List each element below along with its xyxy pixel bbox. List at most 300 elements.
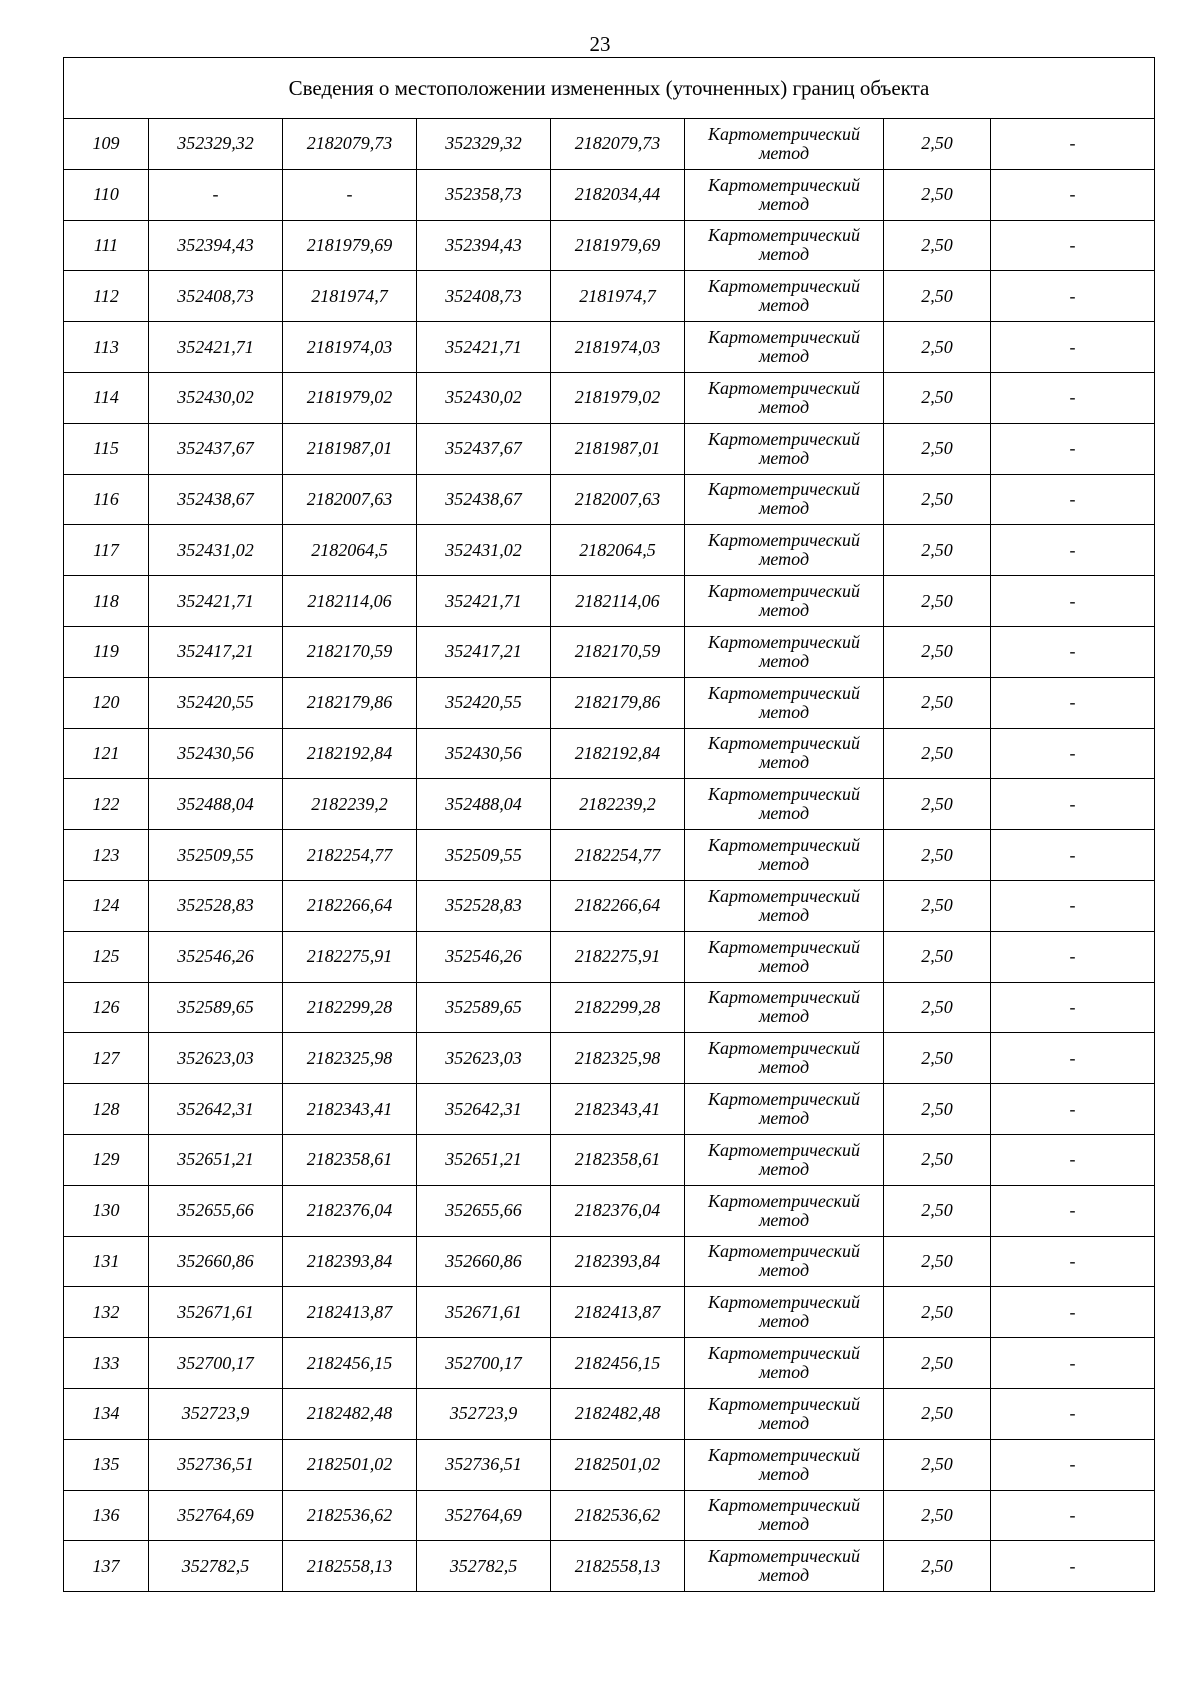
accuracy-cell: 2,50 [884,423,991,474]
existing-x-cell: 352438,67 [149,474,283,525]
method-line-2: метод [758,1006,810,1027]
method-line-1: Картометрический [707,631,860,652]
new-y-cell: 2182558,13 [551,1541,685,1592]
new-y-cell: 2182275,91 [551,931,685,982]
new-x-cell: 352430,02 [417,372,551,423]
new-x-cell: 352421,71 [417,322,551,373]
accuracy-cell: 2,50 [884,982,991,1033]
accuracy-cell: 2,50 [884,1236,991,1287]
method-line-1: Картометрический [707,1393,860,1414]
new-x-cell: 352488,04 [417,779,551,830]
new-y-cell: 2182079,73 [551,119,685,170]
existing-y-cell: 2182343,41 [283,1084,417,1135]
accuracy-cell: 2,50 [884,1338,991,1389]
existing-x-cell: 352421,71 [149,322,283,373]
method-cell [685,1134,884,1185]
description-cell: - [991,372,1155,423]
table-row [64,1185,1155,1236]
point-number-cell: 120 [64,677,149,728]
description-cell: - [991,1236,1155,1287]
description-cell: - [991,271,1155,322]
method-line-2: метод [758,1514,810,1535]
method-cell [685,1084,884,1135]
method-line-2: метод [758,447,810,468]
new-x-cell: 352655,66 [417,1185,551,1236]
table-row [64,119,1155,170]
method-cell [685,169,884,220]
table-row [64,1134,1155,1185]
method-line-2: метод [758,752,810,773]
point-number-cell: 136 [64,1490,149,1541]
method-line-1: Картометрический [707,733,860,754]
method-cell [685,728,884,779]
existing-y-cell: 2182114,06 [283,576,417,627]
point-number-cell: 115 [64,423,149,474]
method-line-2: метод [758,244,810,265]
existing-y-cell: 2182482,48 [283,1388,417,1439]
existing-x-cell: 352509,55 [149,830,283,881]
new-y-cell: 2182482,48 [551,1388,685,1439]
existing-x-cell: 352723,9 [149,1388,283,1439]
description-cell: - [991,1185,1155,1236]
accuracy-cell: 2,50 [884,1084,991,1135]
method-line-1: Картометрический [707,377,860,398]
accuracy-cell: 2,50 [884,474,991,525]
table-row [64,830,1155,881]
description-cell: - [991,1033,1155,1084]
new-x-cell: 352700,17 [417,1338,551,1389]
existing-y-cell: 2182456,15 [283,1338,417,1389]
point-number-cell: 118 [64,576,149,627]
new-y-cell: 2182239,2 [551,779,685,830]
new-y-cell: 2182034,44 [551,169,685,220]
point-number-cell: 133 [64,1338,149,1389]
method-line-2: метод [758,1260,810,1281]
existing-y-cell: 2182254,77 [283,830,417,881]
accuracy-cell: 2,50 [884,779,991,830]
method-cell [685,271,884,322]
description-cell: - [991,322,1155,373]
new-x-cell: 352509,55 [417,830,551,881]
table-row [64,372,1155,423]
method-line-1: Картометрический [707,1241,860,1262]
description-cell: - [991,119,1155,170]
method-cell [685,779,884,830]
method-line-1: Картометрический [707,1546,860,1567]
existing-x-cell: 352421,71 [149,576,283,627]
method-line-2: метод [758,1108,810,1129]
point-number-cell: 114 [64,372,149,423]
new-y-cell: 2182179,86 [551,677,685,728]
method-line-1: Картометрический [707,1495,860,1516]
new-x-cell: 352642,31 [417,1084,551,1135]
method-cell [685,1236,884,1287]
existing-y-cell: 2182192,84 [283,728,417,779]
new-y-cell: 2182170,59 [551,626,685,677]
method-line-1: Картометрический [707,987,860,1008]
accuracy-cell: 2,50 [884,1439,991,1490]
existing-y-cell: 2182558,13 [283,1541,417,1592]
point-number-cell: 126 [64,982,149,1033]
point-number-cell: 129 [64,1134,149,1185]
method-line-1: Картометрический [707,784,860,805]
accuracy-cell: 2,50 [884,220,991,271]
new-x-cell: 352408,73 [417,271,551,322]
description-cell: - [991,423,1155,474]
accuracy-cell: 2,50 [884,525,991,576]
table-row [64,728,1155,779]
point-number-cell: 111 [64,220,149,271]
method-line-2: метод [758,549,810,570]
accuracy-cell: 2,50 [884,880,991,931]
method-line-1: Картометрический [707,581,860,602]
table-title: Сведения о местоположении измененных (уточненных) границ объекта [64,58,1155,119]
page-number: 23 [589,32,611,56]
existing-y-cell: 2182239,2 [283,779,417,830]
description-cell: - [991,474,1155,525]
existing-y-cell: 2182325,98 [283,1033,417,1084]
point-number-cell: 128 [64,1084,149,1135]
method-line-2: метод [758,1565,810,1586]
method-line-1: Картометрический [707,1343,860,1364]
existing-x-cell: 352394,43 [149,220,283,271]
existing-y-cell: 2182266,64 [283,880,417,931]
existing-y-cell: 2182501,02 [283,1439,417,1490]
accuracy-cell: 2,50 [884,271,991,322]
description-cell: - [991,1388,1155,1439]
method-line-1: Картометрический [707,1190,860,1211]
existing-y-cell: 2181974,03 [283,322,417,373]
existing-y-cell: 2182079,73 [283,119,417,170]
new-x-cell: 352671,61 [417,1287,551,1338]
point-number-cell: 122 [64,779,149,830]
method-line-2: метод [758,1209,810,1230]
method-cell [685,1287,884,1338]
method-cell [685,576,884,627]
existing-x-cell: 352420,55 [149,677,283,728]
new-x-cell: 352546,26 [417,931,551,982]
existing-y-cell: 2182376,04 [283,1185,417,1236]
method-line-1: Картометрический [707,276,860,297]
point-number-cell: 132 [64,1287,149,1338]
existing-y-cell: 2182358,61 [283,1134,417,1185]
existing-x-cell: 352651,21 [149,1134,283,1185]
point-number-cell: 109 [64,119,149,170]
existing-y-cell: 2182179,86 [283,677,417,728]
accuracy-cell: 2,50 [884,1541,991,1592]
method-line-1: Картометрический [707,530,860,551]
method-line-1: Картометрический [707,1139,860,1160]
point-number-cell: 130 [64,1185,149,1236]
existing-x-cell: 352642,31 [149,1084,283,1135]
existing-y-cell: 2182064,5 [283,525,417,576]
point-number-cell: 137 [64,1541,149,1592]
description-cell: - [991,677,1155,728]
accuracy-cell: 2,50 [884,1388,991,1439]
description-cell: - [991,1541,1155,1592]
new-y-cell: 2181979,02 [551,372,685,423]
new-x-cell: 352736,51 [417,1439,551,1490]
new-y-cell: 2182393,84 [551,1236,685,1287]
method-cell [685,1439,884,1490]
existing-y-cell: 2182393,84 [283,1236,417,1287]
new-y-cell: 2182299,28 [551,982,685,1033]
new-y-cell: 2181974,03 [551,322,685,373]
description-cell: - [991,626,1155,677]
point-number-cell: 113 [64,322,149,373]
existing-x-cell: 352408,73 [149,271,283,322]
new-y-cell: 2182007,63 [551,474,685,525]
method-line-1: Картометрический [707,174,860,195]
method-line-2: метод [758,1158,810,1179]
table-row [64,880,1155,931]
accuracy-cell: 2,50 [884,677,991,728]
method-line-1: Картометрический [707,1292,860,1313]
point-number-cell: 121 [64,728,149,779]
table-row [64,525,1155,576]
method-cell [685,626,884,677]
new-y-cell: 2182501,02 [551,1439,685,1490]
existing-x-cell: 352546,26 [149,931,283,982]
new-y-cell: 2182536,62 [551,1490,685,1541]
accuracy-cell: 2,50 [884,931,991,982]
method-cell [685,982,884,1033]
new-x-cell: 352764,69 [417,1490,551,1541]
description-cell: - [991,982,1155,1033]
accuracy-cell: 2,50 [884,169,991,220]
accuracy-cell: 2,50 [884,372,991,423]
table-row [64,1287,1155,1338]
method-line-2: метод [758,650,810,671]
method-cell [685,1388,884,1439]
description-cell: - [991,576,1155,627]
existing-x-cell: 352655,66 [149,1185,283,1236]
point-number-cell: 112 [64,271,149,322]
existing-y-cell: 2181974,7 [283,271,417,322]
existing-x-cell: 352589,65 [149,982,283,1033]
method-cell [685,474,884,525]
method-line-1: Картометрический [707,936,860,957]
method-line-1: Картометрический [707,327,860,348]
description-cell: - [991,728,1155,779]
method-cell [685,372,884,423]
new-y-cell: 2181987,01 [551,423,685,474]
description-cell: - [991,1084,1155,1135]
new-x-cell: 352358,73 [417,169,551,220]
point-number-cell: 124 [64,880,149,931]
table-row [64,271,1155,322]
table-row [64,931,1155,982]
existing-x-cell: 352430,02 [149,372,283,423]
new-x-cell: 352438,67 [417,474,551,525]
accuracy-cell: 2,50 [884,1033,991,1084]
new-y-cell: 2182325,98 [551,1033,685,1084]
accuracy-cell: 2,50 [884,728,991,779]
method-line-2: метод [758,955,810,976]
table-row [64,474,1155,525]
method-cell [685,830,884,881]
existing-x-cell: 352431,02 [149,525,283,576]
existing-x-cell: 352764,69 [149,1490,283,1541]
table-row [64,1084,1155,1135]
new-x-cell: 352651,21 [417,1134,551,1185]
table-row [64,677,1155,728]
new-y-cell: 2181974,7 [551,271,685,322]
method-line-1: Картометрический [707,225,860,246]
new-x-cell: 352421,71 [417,576,551,627]
point-number-cell: 134 [64,1388,149,1439]
new-x-cell: 352417,21 [417,626,551,677]
new-x-cell: 352437,67 [417,423,551,474]
new-y-cell: 2182413,87 [551,1287,685,1338]
method-cell [685,677,884,728]
method-line-1: Картометрический [707,682,860,703]
boundaries-table [63,57,1155,1592]
accuracy-cell: 2,50 [884,322,991,373]
accuracy-cell: 2,50 [884,1134,991,1185]
method-line-2: метод [758,854,810,875]
table-row [64,779,1155,830]
description-cell: - [991,1287,1155,1338]
new-x-cell: 352420,55 [417,677,551,728]
table-row [64,220,1155,271]
method-line-1: Картометрический [707,479,860,500]
new-x-cell: 352329,32 [417,119,551,170]
existing-y-cell: 2181979,02 [283,372,417,423]
existing-y-cell: - [283,169,417,220]
new-x-cell: 352660,86 [417,1236,551,1287]
existing-x-cell: 352671,61 [149,1287,283,1338]
method-line-2: метод [758,193,810,214]
new-y-cell: 2182343,41 [551,1084,685,1135]
existing-x-cell: 352782,5 [149,1541,283,1592]
accuracy-cell: 2,50 [884,830,991,881]
method-cell [685,1033,884,1084]
table-row [64,322,1155,373]
method-cell [685,1185,884,1236]
existing-x-cell: 352437,67 [149,423,283,474]
method-cell [685,931,884,982]
description-cell: - [991,1134,1155,1185]
new-x-cell: 352589,65 [417,982,551,1033]
table-row [64,1439,1155,1490]
method-line-1: Картометрический [707,123,860,144]
existing-x-cell: 352528,83 [149,880,283,931]
description-cell: - [991,880,1155,931]
point-number-cell: 131 [64,1236,149,1287]
method-cell [685,1490,884,1541]
method-line-1: Картометрический [707,1444,860,1465]
existing-x-cell: 352736,51 [149,1439,283,1490]
existing-x-cell: 352660,86 [149,1236,283,1287]
point-number-cell: 127 [64,1033,149,1084]
new-y-cell: 2182358,61 [551,1134,685,1185]
accuracy-cell: 2,50 [884,1287,991,1338]
accuracy-cell: 2,50 [884,119,991,170]
existing-y-cell: 2181979,69 [283,220,417,271]
description-cell: - [991,525,1155,576]
method-line-2: метод [758,701,810,722]
new-y-cell: 2182192,84 [551,728,685,779]
method-line-1: Картометрический [707,1038,860,1059]
table-row [64,423,1155,474]
method-line-2: метод [758,1362,810,1383]
method-line-2: метод [758,1463,810,1484]
description-cell: - [991,1490,1155,1541]
table-row [64,626,1155,677]
method-line-2: метод [758,803,810,824]
method-cell [685,1541,884,1592]
method-cell [685,220,884,271]
method-cell [685,119,884,170]
method-line-1: Картометрический [707,1089,860,1110]
method-line-2: метод [758,600,810,621]
method-line-2: метод [758,1057,810,1078]
new-x-cell: 352431,02 [417,525,551,576]
table-row [64,1338,1155,1389]
table-row [64,576,1155,627]
accuracy-cell: 2,50 [884,626,991,677]
existing-y-cell: 2182299,28 [283,982,417,1033]
description-cell: - [991,1338,1155,1389]
method-line-2: метод [758,904,810,925]
method-line-2: метод [758,295,810,316]
new-y-cell: 2181979,69 [551,220,685,271]
existing-x-cell: 352329,32 [149,119,283,170]
new-y-cell: 2182254,77 [551,830,685,881]
table-row [64,1490,1155,1541]
method-line-1: Картометрический [707,428,860,449]
method-line-1: Картометрический [707,885,860,906]
existing-y-cell: 2182275,91 [283,931,417,982]
table-row [64,1388,1155,1439]
new-y-cell: 2182376,04 [551,1185,685,1236]
method-line-1: Картометрический [707,835,860,856]
point-number-cell: 119 [64,626,149,677]
point-number-cell: 116 [64,474,149,525]
method-line-2: метод [758,142,810,163]
method-line-2: метод [758,1311,810,1332]
table-row [64,1236,1155,1287]
existing-x-cell: 352417,21 [149,626,283,677]
accuracy-cell: 2,50 [884,576,991,627]
existing-y-cell: 2182536,62 [283,1490,417,1541]
existing-x-cell: 352430,56 [149,728,283,779]
existing-x-cell: - [149,169,283,220]
table-row [64,1033,1155,1084]
method-cell [685,1338,884,1389]
table-row [64,1541,1155,1592]
description-cell: - [991,1439,1155,1490]
method-cell [685,880,884,931]
method-line-2: метод [758,498,810,519]
new-y-cell: 2182064,5 [551,525,685,576]
existing-y-cell: 2182413,87 [283,1287,417,1338]
existing-y-cell: 2182170,59 [283,626,417,677]
existing-x-cell: 352700,17 [149,1338,283,1389]
method-line-2: метод [758,1412,810,1433]
point-number-cell: 125 [64,931,149,982]
point-number-cell: 135 [64,1439,149,1490]
point-number-cell: 117 [64,525,149,576]
description-cell: - [991,169,1155,220]
new-y-cell: 2182266,64 [551,880,685,931]
description-cell: - [991,220,1155,271]
method-line-2: метод [758,396,810,417]
existing-y-cell: 2181987,01 [283,423,417,474]
new-y-cell: 2182114,06 [551,576,685,627]
method-cell [685,423,884,474]
